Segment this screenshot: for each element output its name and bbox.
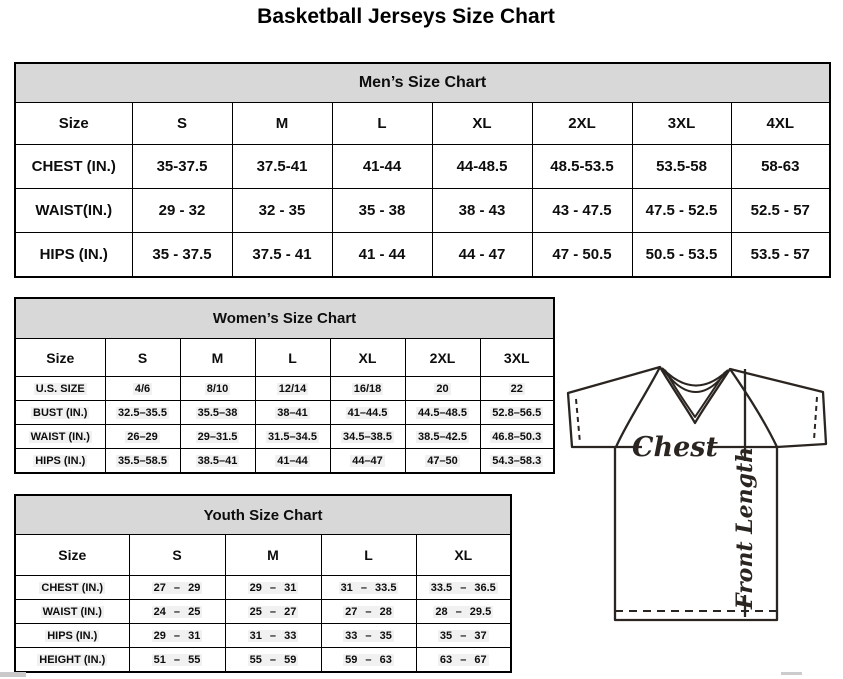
table-title: Women’s Size Chart — [15, 298, 554, 339]
right-cuff-dashed-line — [814, 397, 817, 440]
cell-value: 47–50 — [427, 454, 458, 467]
cell-value: 24 – 25 — [153, 605, 201, 618]
cell-value: 26–29 — [127, 430, 158, 443]
measurement-row — [15, 624, 511, 648]
row-label: WAIST(IN.) — [35, 202, 113, 219]
cell-value: 29 - 32 — [158, 202, 206, 219]
row-label-cell — [15, 377, 105, 401]
cell-value: 33 – 35 — [345, 629, 392, 642]
row-label: WAIST (IN.) — [30, 430, 90, 443]
value-cell — [180, 425, 255, 449]
cell-value: 63 – 67 — [439, 653, 487, 666]
mens-size-chart-table — [14, 62, 831, 278]
column-header-cell: XL — [416, 535, 511, 576]
value-cell — [132, 145, 232, 189]
column-header-cell: XL — [330, 339, 405, 377]
row-label-cell — [15, 401, 105, 425]
cell-value: 31 – 33 — [249, 629, 297, 642]
column-header-cell: Size — [15, 339, 105, 377]
value-cell — [432, 189, 532, 233]
row-label: CHEST (IN.) — [31, 158, 116, 175]
youth-size-chart-table — [14, 494, 512, 673]
cell-value: 29–31.5 — [197, 430, 238, 443]
cell-value: 41–44.5 — [347, 406, 388, 419]
column-header-cell: L — [332, 103, 432, 145]
value-cell — [232, 145, 332, 189]
value-cell — [321, 600, 416, 624]
row-label-cell — [15, 233, 132, 278]
cell-value: 8/10 — [206, 382, 229, 395]
row-label: HEIGHT (IN.) — [39, 653, 106, 666]
cell-value: 27 – 28 — [345, 605, 392, 618]
measurement-row — [15, 600, 511, 624]
value-cell — [232, 189, 332, 233]
measurement-row — [15, 425, 554, 449]
cell-value: 4/6 — [134, 382, 151, 395]
value-cell — [416, 648, 511, 673]
row-label: CHEST (IN.) — [41, 581, 104, 594]
bottom-right-fragment — [781, 672, 802, 675]
value-cell — [255, 377, 330, 401]
value-cell — [405, 401, 480, 425]
cell-value: 16/18 — [353, 382, 382, 395]
column-header-cell: L — [321, 535, 416, 576]
row-label-cell — [15, 449, 105, 474]
value-cell — [225, 624, 321, 648]
table-title-row — [15, 495, 511, 535]
front-length-label: Front Length — [732, 446, 758, 610]
value-cell — [255, 449, 330, 474]
column-header-cell: M — [225, 535, 321, 576]
column-header-row — [15, 535, 511, 576]
column-header-cell: 2XL — [532, 103, 632, 145]
cell-value: 41–44 — [277, 454, 308, 467]
bottom-left-fragment — [0, 672, 26, 677]
row-label: BUST (IN.) — [33, 406, 88, 419]
jersey-outline — [568, 367, 826, 620]
measurement-row — [15, 401, 554, 425]
value-cell — [632, 233, 731, 278]
cell-value: 47.5 - 52.5 — [645, 202, 718, 219]
measurement-row — [15, 648, 511, 673]
value-cell — [532, 233, 632, 278]
row-label: U.S. SIZE — [35, 382, 85, 395]
mens-table-body — [15, 63, 830, 277]
column-header-cell: 4XL — [731, 103, 830, 145]
cell-value: 31.5–34.5 — [268, 430, 317, 443]
cell-value: 12/14 — [278, 382, 307, 395]
cell-value: 46.8–50.3 — [492, 430, 542, 443]
value-cell — [105, 377, 180, 401]
value-cell — [480, 425, 554, 449]
cell-value: 41 - 44 — [358, 246, 406, 263]
cell-value: 32.5–35.5 — [118, 406, 167, 419]
cell-value: 33.5 – 36.5 — [430, 581, 496, 594]
cell-value: 38.5–42.5 — [418, 430, 467, 443]
column-header-cell: M — [180, 339, 255, 377]
cell-value: 53.5-58 — [656, 158, 707, 175]
value-cell — [105, 425, 180, 449]
value-cell — [129, 600, 225, 624]
cell-value: 38 - 43 — [458, 202, 506, 219]
chest-label: Chest — [632, 432, 718, 463]
cell-value: 58-63 — [761, 158, 800, 175]
value-cell — [180, 377, 255, 401]
column-header-cell: S — [129, 535, 225, 576]
row-label-cell — [15, 624, 129, 648]
value-cell — [225, 576, 321, 600]
value-cell — [405, 449, 480, 474]
cell-value: 20 — [436, 382, 449, 395]
measurement-row — [15, 233, 830, 278]
column-header-cell: Size — [15, 103, 132, 145]
row-label-cell — [15, 189, 132, 233]
column-header-cell: S — [105, 339, 180, 377]
row-label-cell — [15, 425, 105, 449]
cell-value: 37.5 - 41 — [252, 246, 312, 263]
value-cell — [225, 600, 321, 624]
value-cell — [330, 425, 405, 449]
value-cell — [132, 189, 232, 233]
cell-value: 51 – 55 — [153, 653, 201, 666]
value-cell — [532, 145, 632, 189]
row-label-cell — [15, 145, 132, 189]
value-cell — [405, 377, 480, 401]
value-cell — [480, 449, 554, 474]
cell-value: 59 – 63 — [345, 653, 392, 666]
cell-value: 53.5 - 57 — [750, 246, 810, 263]
cell-value: 34.5–38.5 — [343, 430, 392, 443]
table-title-row — [15, 63, 830, 103]
value-cell — [330, 449, 405, 474]
value-cell — [180, 401, 255, 425]
column-header-cell: 2XL — [405, 339, 480, 377]
column-header-cell: M — [232, 103, 332, 145]
row-label-cell — [15, 600, 129, 624]
value-cell — [416, 600, 511, 624]
cell-value: 44 - 47 — [458, 246, 506, 263]
value-cell — [416, 624, 511, 648]
value-cell — [332, 145, 432, 189]
table-title: Youth Size Chart — [15, 495, 511, 535]
value-cell — [232, 233, 332, 278]
row-label-cell — [15, 576, 129, 600]
column-header-cell: L — [255, 339, 330, 377]
cell-value: 35 - 37.5 — [152, 246, 212, 263]
cell-value: 38–41 — [277, 406, 308, 419]
cell-value: 55 – 59 — [249, 653, 297, 666]
cell-value: 27 – 29 — [153, 581, 201, 594]
value-cell — [105, 449, 180, 474]
cell-value: 29 – 31 — [249, 581, 297, 594]
column-header-cell: 3XL — [480, 339, 554, 377]
column-header-cell: 3XL — [632, 103, 731, 145]
value-cell — [129, 624, 225, 648]
cell-value: 54.3–58.3 — [492, 454, 542, 467]
cell-value: 41-44 — [362, 158, 402, 175]
value-cell — [632, 145, 731, 189]
cell-value: 35.5–38 — [197, 406, 238, 419]
cell-value: 29 – 31 — [153, 629, 201, 642]
cell-value: 52.8–56.5 — [492, 406, 542, 419]
value-cell — [332, 233, 432, 278]
cell-value: 37.5-41 — [256, 158, 308, 175]
value-cell — [330, 401, 405, 425]
measurement-row — [15, 449, 554, 474]
cell-value: 48.5-53.5 — [550, 158, 614, 175]
cell-value: 32 - 35 — [258, 202, 306, 219]
youth-table-body — [15, 495, 511, 672]
value-cell — [416, 576, 511, 600]
value-cell — [632, 189, 731, 233]
column-header-cell: S — [132, 103, 232, 145]
womens-size-chart-table — [14, 297, 555, 474]
value-cell — [255, 425, 330, 449]
value-cell — [480, 401, 554, 425]
value-cell — [132, 233, 232, 278]
value-cell — [405, 425, 480, 449]
value-cell — [321, 648, 416, 673]
cell-value: 44-48.5 — [456, 158, 508, 175]
left-cuff-dashed-line — [576, 399, 580, 443]
cell-value: 35-37.5 — [156, 158, 208, 175]
cell-value: 35 - 38 — [358, 202, 406, 219]
value-cell — [105, 401, 180, 425]
womens-table-body — [15, 298, 554, 473]
row-label: HIPS (IN.) — [39, 246, 108, 263]
value-cell — [129, 576, 225, 600]
page-title: Basketball Jerseys Size Chart — [257, 5, 555, 28]
measurement-row — [15, 189, 830, 233]
value-cell — [432, 145, 532, 189]
cell-value: 28 – 29.5 — [435, 605, 492, 618]
table-title: Men’s Size Chart — [15, 63, 830, 103]
value-cell — [330, 377, 405, 401]
value-cell — [731, 233, 830, 278]
value-cell — [731, 189, 830, 233]
cell-value: 44–47 — [352, 454, 383, 467]
jersey-diagram-svg — [558, 362, 842, 628]
cell-value: 25 – 27 — [249, 605, 297, 618]
value-cell — [731, 145, 830, 189]
cell-value: 52.5 - 57 — [750, 202, 810, 219]
cell-value: 22 — [510, 382, 523, 395]
value-cell — [332, 189, 432, 233]
value-cell — [480, 377, 554, 401]
cell-value: 50.5 - 53.5 — [645, 246, 718, 263]
value-cell — [532, 189, 632, 233]
row-label: WAIST (IN.) — [42, 605, 102, 618]
cell-value: 43 - 47.5 — [552, 202, 612, 219]
cell-value: 35.5–58.5 — [118, 454, 167, 467]
column-header-cell: Size — [15, 535, 129, 576]
row-label-cell — [15, 648, 129, 673]
right-sleeve-seam — [730, 369, 777, 447]
value-cell — [129, 648, 225, 673]
value-cell — [321, 624, 416, 648]
measurement-row — [15, 576, 511, 600]
value-cell — [255, 401, 330, 425]
column-header-cell: XL — [432, 103, 532, 145]
value-cell — [180, 449, 255, 474]
row-label: HIPS (IN.) — [47, 629, 98, 642]
cell-value: 38.5–41 — [197, 454, 238, 467]
cell-value: 35 – 37 — [439, 629, 487, 642]
cell-value: 47 - 50.5 — [552, 246, 612, 263]
measurement-row — [15, 377, 554, 401]
value-cell — [432, 233, 532, 278]
cell-value: 31 – 33.5 — [340, 581, 397, 594]
column-header-row — [15, 339, 554, 377]
measurement-row — [15, 145, 830, 189]
value-cell — [225, 648, 321, 673]
table-title-row — [15, 298, 554, 339]
column-header-row — [15, 103, 830, 145]
value-cell — [321, 576, 416, 600]
row-label: HIPS (IN.) — [35, 454, 86, 467]
jersey-measurement-diagram — [558, 362, 842, 628]
cell-value: 44.5–48.5 — [418, 406, 467, 419]
